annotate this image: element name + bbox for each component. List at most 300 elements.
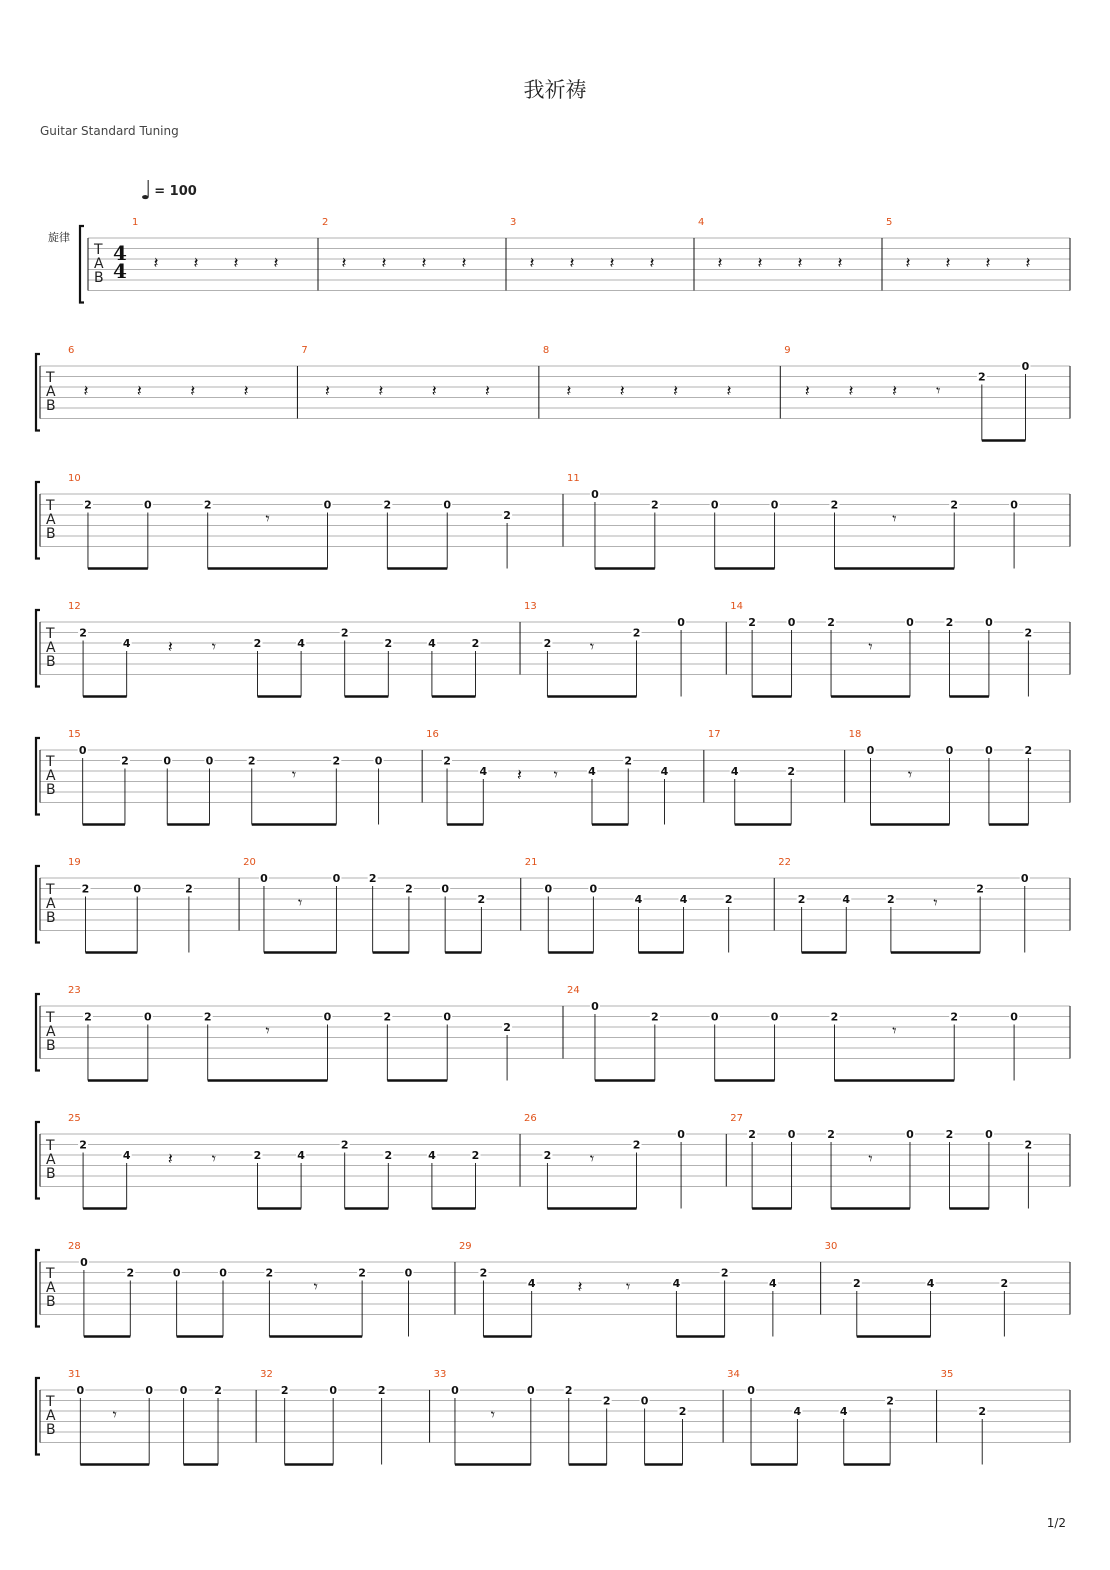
quarter-rest: 𝄽 <box>797 253 803 272</box>
fret-number: 0 <box>866 744 875 757</box>
fret-number: 4 <box>479 765 488 778</box>
tab-clef-letter: A <box>46 512 56 528</box>
fret-number: 2 <box>564 1384 573 1397</box>
fret-number: 2 <box>543 637 552 650</box>
fret-number: 2 <box>945 1128 954 1141</box>
eighth-rest: 𝄾 <box>892 1021 897 1040</box>
fret-number: 2 <box>602 1394 611 1408</box>
quarter-rest: 𝄽 <box>341 253 347 272</box>
system-bracket <box>36 866 40 943</box>
eighth-rest: 𝄾 <box>892 509 897 528</box>
fret-number: 4 <box>926 1277 935 1290</box>
fret-number: 4 <box>527 1277 536 1290</box>
fret-number: 2 <box>886 1394 894 1408</box>
fret-number: 2 <box>377 1384 386 1397</box>
fret-number: 2 <box>827 616 835 629</box>
system-bracket <box>36 1122 40 1199</box>
fret-number: 2 <box>632 626 641 640</box>
quarter-rest: 𝄽 <box>485 381 490 400</box>
eighth-rest: 𝄾 <box>265 509 270 528</box>
fret-number: 4 <box>730 765 739 778</box>
fret-number: 4 <box>588 765 596 778</box>
eighth-rest: 𝄾 <box>626 1277 631 1296</box>
fret-number: 2 <box>830 498 839 512</box>
tab-clef-letter: B <box>46 1166 56 1182</box>
fret-number: 2 <box>945 616 954 629</box>
tab-clef-letter: B <box>46 1422 56 1438</box>
eighth-rest: 𝄾 <box>490 1405 496 1424</box>
measure <box>941 1369 1070 1465</box>
fret-number: 0 <box>906 1128 914 1141</box>
tab-clef-letter: T <box>46 626 55 642</box>
eighth-rest: 𝄾 <box>936 381 941 400</box>
measure-number: 10 <box>68 473 81 484</box>
measure <box>524 601 726 697</box>
measure <box>567 985 1070 1081</box>
measure <box>784 345 1070 441</box>
measure-number: 22 <box>778 857 791 868</box>
tab-clef-letter: A <box>46 640 56 656</box>
tab-clef-letter: B <box>46 398 56 414</box>
measure <box>68 857 239 953</box>
quarter-rest: 𝄽 <box>945 253 951 272</box>
measure-number: 6 <box>68 345 75 356</box>
fret-number: 2 <box>1000 1277 1009 1290</box>
fret-number: 0 <box>770 1010 779 1024</box>
fret-number: 2 <box>503 1021 511 1034</box>
measure <box>68 601 520 697</box>
tab-clef-letter: A <box>46 1408 56 1424</box>
quarter-rest: 𝄽 <box>837 253 843 272</box>
measure <box>727 1369 936 1465</box>
fret-number: 4 <box>297 637 305 650</box>
quarter-rest: 𝄽 <box>83 381 89 400</box>
fret-number: 4 <box>672 1277 681 1290</box>
fret-number: 0 <box>144 498 152 512</box>
system-bracket <box>36 482 40 559</box>
fret-number: 0 <box>677 616 685 629</box>
system-bracket <box>36 610 40 687</box>
track-name: 旋律 <box>48 231 70 244</box>
measure-number: 20 <box>243 857 256 868</box>
fret-number: 2 <box>203 498 212 512</box>
quarter-rest: 𝄽 <box>985 253 991 272</box>
measure <box>730 601 1070 697</box>
quarter-rest: 𝄽 <box>243 381 249 400</box>
measure-number: 23 <box>68 985 81 996</box>
tab-clef-letter: B <box>46 526 56 542</box>
fret-number: 4 <box>842 893 851 906</box>
quarter-rest: 𝄽 <box>804 381 810 400</box>
tab-clef-letter: T <box>46 1266 55 1282</box>
fret-number: 0 <box>1010 1010 1018 1024</box>
measure-number: 32 <box>260 1369 273 1380</box>
fret-number: 2 <box>651 498 659 512</box>
quarter-rest: 𝄽 <box>421 253 427 272</box>
score-title: 我祈祷 <box>523 78 587 102</box>
fret-number: 0 <box>205 754 214 768</box>
system-bracket <box>36 354 40 431</box>
fret-number: 2 <box>1024 1138 1033 1152</box>
tab-clef-letter: A <box>94 256 104 272</box>
fret-number: 0 <box>323 498 332 512</box>
measure-number: 9 <box>784 345 791 356</box>
fret-number: 0 <box>544 882 553 896</box>
fret-number: 2 <box>383 1010 392 1024</box>
measure-number: 34 <box>727 1369 740 1380</box>
measure-number: 2 <box>322 217 329 228</box>
tab-clef-letter: A <box>46 1152 56 1168</box>
fret-number: 4 <box>839 1405 848 1418</box>
tab-system <box>36 345 1070 441</box>
fret-number: 2 <box>632 1138 641 1152</box>
eighth-rest: 𝄾 <box>868 637 873 656</box>
fret-number: 2 <box>978 370 986 384</box>
fret-number: 0 <box>985 1128 993 1141</box>
fret-number: 2 <box>852 1277 861 1290</box>
fret-number: 4 <box>122 637 131 650</box>
measure-number: 7 <box>301 345 308 356</box>
fret-number: 2 <box>978 1405 987 1418</box>
tab-system <box>36 729 1070 825</box>
fret-number: 2 <box>79 1138 87 1152</box>
measure-number: 8 <box>542 345 550 356</box>
fret-number: 2 <box>383 498 392 512</box>
time-signature-digit: 4 <box>113 259 127 283</box>
measure <box>68 1369 256 1465</box>
quarter-rest: 𝄽 <box>892 381 898 400</box>
fret-number: 0 <box>443 498 452 512</box>
quarter-rest: 𝄽 <box>190 381 196 400</box>
measure-number: 16 <box>426 729 439 740</box>
quarter-rest: 𝄽 <box>529 253 535 272</box>
fret-number: 2 <box>253 1149 262 1162</box>
fret-number: 2 <box>827 1128 835 1141</box>
fret-number: 2 <box>748 616 756 629</box>
measure <box>68 1241 455 1337</box>
measure <box>68 985 563 1081</box>
fret-number: 2 <box>479 1266 488 1280</box>
tab-clef-letter: A <box>46 1280 56 1296</box>
system-bracket <box>36 1378 40 1455</box>
measure <box>886 217 1070 291</box>
fret-number: 0 <box>133 882 142 896</box>
fret-number: 2 <box>678 1405 687 1418</box>
fret-number: 0 <box>76 1384 85 1397</box>
fret-number: 2 <box>950 498 959 512</box>
measure-number: 25 <box>68 1113 81 1124</box>
tab-clef-letter: T <box>46 498 55 514</box>
quarter-rest: 𝄽 <box>649 253 655 272</box>
measure <box>322 217 506 291</box>
tab-system <box>36 1241 1070 1337</box>
measure <box>426 729 704 825</box>
fret-number: 2 <box>121 754 129 768</box>
measure <box>543 345 780 419</box>
fret-number: 0 <box>323 1010 332 1024</box>
fret-number: 0 <box>179 1384 188 1397</box>
quarter-rest: 𝄽 <box>431 381 437 400</box>
eighth-rest: 𝄾 <box>211 1149 217 1168</box>
tuning-label: Guitar Standard Tuning <box>40 124 179 138</box>
tab-clef-letter: T <box>46 1394 55 1410</box>
quarter-rest: 𝄽 <box>193 253 199 272</box>
fret-number: 2 <box>384 1149 393 1162</box>
eighth-rest: 𝄾 <box>553 765 558 784</box>
fret-number: 0 <box>329 1384 337 1397</box>
fret-number: 0 <box>710 1010 719 1024</box>
measure-number: 1 <box>132 217 139 228</box>
measure-number: 14 <box>730 601 744 612</box>
fret-number: 0 <box>78 744 87 757</box>
tab-clef-letter: T <box>46 1138 55 1154</box>
eighth-rest: 𝄾 <box>112 1405 117 1424</box>
quarter-rest: 𝄽 <box>726 381 732 400</box>
fret-number: 2 <box>443 754 451 768</box>
fret-number: 2 <box>84 1010 92 1024</box>
measure <box>260 1369 429 1465</box>
fret-number: 2 <box>471 1149 480 1162</box>
quarter-rest: 𝄽 <box>577 1277 583 1296</box>
fret-number: 0 <box>145 1384 154 1397</box>
measure <box>698 217 882 291</box>
fret-number: 0 <box>1010 498 1018 512</box>
eighth-rest: 𝄾 <box>907 765 913 784</box>
fret-number: 0 <box>710 498 719 512</box>
fret-number: 2 <box>79 626 87 640</box>
fret-number: 2 <box>1024 744 1033 757</box>
quarter-rest: 𝄽 <box>324 381 330 400</box>
fret-number: 2 <box>950 1010 959 1024</box>
system-bracket <box>36 994 40 1071</box>
measure <box>730 1113 1070 1209</box>
fret-number: 2 <box>477 893 486 906</box>
tab-system <box>80 217 1070 303</box>
fret-number: 4 <box>769 1277 777 1290</box>
quarter-rest: 𝄽 <box>233 253 239 272</box>
fret-number: 0 <box>404 1266 413 1280</box>
fret-number: 2 <box>651 1010 659 1024</box>
quarter-rest: 𝄽 <box>1025 253 1031 272</box>
measure-number: 13 <box>524 601 537 612</box>
tab-clef-letter: A <box>46 384 56 400</box>
tab-clef-letter: B <box>46 1038 56 1054</box>
eighth-rest: 𝄾 <box>298 893 303 912</box>
fret-number: 2 <box>253 637 262 650</box>
measure-number: 18 <box>848 729 862 740</box>
quarter-rest: 𝄽 <box>717 253 723 272</box>
measure-number: 5 <box>886 217 893 228</box>
fret-number: 0 <box>770 498 779 512</box>
fret-number: 2 <box>503 509 511 522</box>
fret-number: 0 <box>80 1256 88 1269</box>
tab-clef-letter: B <box>46 910 56 926</box>
measure-number: 33 <box>433 1369 447 1380</box>
measure-number: 35 <box>940 1369 954 1380</box>
measure <box>68 1113 520 1209</box>
measure <box>708 729 845 825</box>
tab-clef-letter: B <box>46 782 56 798</box>
fret-number: 0 <box>451 1384 459 1397</box>
fret-number: 2 <box>830 1010 839 1024</box>
fret-number: 2 <box>280 1384 289 1397</box>
tempo-value: = 100 <box>154 184 197 199</box>
fret-number: 4 <box>428 1149 436 1162</box>
measure-number: 26 <box>524 1113 537 1124</box>
page-number: 1/2 <box>1046 1516 1066 1530</box>
fret-number: 2 <box>748 1128 756 1141</box>
fret-number: 0 <box>747 1384 755 1397</box>
measure <box>434 1369 724 1465</box>
tab-clef-letter: B <box>46 654 56 670</box>
quarter-rest: 𝄽 <box>673 381 679 400</box>
measure-number: 17 <box>707 729 721 740</box>
fret-number: 0 <box>443 1010 452 1024</box>
tab-clef-letter: A <box>46 896 56 912</box>
fret-number: 0 <box>677 1128 685 1141</box>
fret-number: 0 <box>591 488 599 501</box>
fret-number: 2 <box>340 1138 349 1152</box>
fret-number: 0 <box>945 744 954 757</box>
tab-system <box>36 473 1070 569</box>
eighth-rest: 𝄾 <box>291 765 297 784</box>
fret-number: 4 <box>660 765 669 778</box>
fret-number: 4 <box>793 1405 802 1418</box>
fret-number: 0 <box>985 744 993 757</box>
tab-clef-letter: B <box>46 1294 56 1310</box>
fret-number: 0 <box>332 872 341 885</box>
quarter-rest: 𝄽 <box>566 381 572 400</box>
fret-number: 0 <box>1021 360 1030 373</box>
system-bracket <box>36 738 40 815</box>
measure <box>778 857 1070 953</box>
fret-number: 2 <box>384 637 393 650</box>
eighth-rest: 𝄾 <box>265 1021 270 1040</box>
system-bracket <box>80 226 84 303</box>
measure-number: 4 <box>698 217 705 228</box>
eighth-rest: 𝄾 <box>211 637 217 656</box>
measure-number: 28 <box>68 1241 81 1252</box>
measure <box>132 217 318 291</box>
quarter-rest: 𝄽 <box>619 381 625 400</box>
eighth-rest: 𝄾 <box>589 1149 595 1168</box>
fret-number: 2 <box>887 893 895 906</box>
quarter-rest: 𝄽 <box>517 765 522 784</box>
measure <box>825 1241 1070 1337</box>
tab-clef-letter: A <box>46 1024 56 1040</box>
tab-clef-letter: T <box>46 1010 55 1026</box>
measure <box>68 729 422 825</box>
fret-number: 4 <box>428 637 436 650</box>
eighth-rest: 𝄾 <box>933 893 938 912</box>
fret-number: 0 <box>591 1000 599 1013</box>
fret-number: 2 <box>185 882 193 896</box>
fret-number: 2 <box>203 1010 212 1024</box>
measure-number: 12 <box>68 601 81 612</box>
time-signature-digit: 4 <box>113 241 127 265</box>
measure-number: 30 <box>824 1241 838 1252</box>
fret-number: 4 <box>634 893 643 906</box>
fret-number: 0 <box>526 1384 535 1397</box>
fret-number: 2 <box>84 498 92 512</box>
measure-number: 3 <box>510 217 517 228</box>
tab-clef-letter: T <box>46 754 55 770</box>
measure <box>510 217 694 291</box>
tab-system <box>36 1369 1070 1465</box>
tab-system <box>36 601 1070 697</box>
fret-number: 4 <box>122 1149 131 1162</box>
fret-number: 2 <box>332 754 341 768</box>
eighth-rest: 𝄾 <box>589 637 595 656</box>
measure-number: 29 <box>458 1241 472 1252</box>
measure-number: 27 <box>730 1113 744 1124</box>
fret-number: 2 <box>340 626 349 640</box>
quarter-rest: 𝄽 <box>167 637 173 656</box>
eighth-rest: 𝄾 <box>313 1277 318 1296</box>
measure <box>524 1113 726 1209</box>
measure <box>301 345 538 419</box>
fret-number: 2 <box>358 1266 366 1280</box>
fret-number: 2 <box>126 1266 135 1280</box>
quarter-rest: 𝄽 <box>905 253 911 272</box>
fret-number: 2 <box>214 1384 222 1397</box>
fret-number: 2 <box>368 872 377 885</box>
fret-number: 0 <box>787 1128 796 1141</box>
fret-number: 2 <box>405 882 413 896</box>
fret-number: 0 <box>787 616 796 629</box>
measure-number: 24 <box>567 985 580 996</box>
measure <box>243 857 521 953</box>
quarter-note-icon: ♩ <box>140 176 153 206</box>
quarter-rest: 𝄽 <box>167 1149 173 1168</box>
fret-number: 2 <box>976 882 984 896</box>
quarter-rest: 𝄽 <box>273 253 279 272</box>
fret-number: 0 <box>144 1010 152 1024</box>
fret-number: 2 <box>81 882 90 896</box>
tab-clef-letter: A <box>46 768 56 784</box>
fret-number: 0 <box>374 754 383 768</box>
fret-number: 2 <box>247 754 256 768</box>
tab-clef-letter: T <box>46 370 55 386</box>
quarter-rest: 𝄽 <box>136 381 142 400</box>
measure <box>567 473 1070 569</box>
tab-system <box>36 1113 1070 1209</box>
fret-number: 0 <box>589 882 598 896</box>
fret-number: 0 <box>163 754 172 768</box>
eighth-rest: 𝄾 <box>868 1149 873 1168</box>
tab-clef-letter: T <box>46 882 55 898</box>
quarter-rest: 𝄽 <box>381 253 387 272</box>
fret-number: 2 <box>265 1266 274 1280</box>
fret-number: 2 <box>471 637 480 650</box>
fret-number: 0 <box>260 872 268 885</box>
system-bracket <box>36 1250 40 1327</box>
fret-number: 2 <box>787 765 796 778</box>
fret-number: 2 <box>720 1266 729 1280</box>
measure-number: 11 <box>567 473 580 484</box>
quarter-rest: 𝄽 <box>848 381 854 400</box>
measure-number: 21 <box>524 857 538 868</box>
tab-system <box>36 985 1070 1081</box>
fret-number: 2 <box>724 893 733 906</box>
measure-number: 31 <box>68 1369 81 1380</box>
fret-number: 2 <box>624 754 633 768</box>
fret-number: 0 <box>985 616 993 629</box>
fret-number: 0 <box>441 882 449 896</box>
measure-number: 15 <box>68 729 81 740</box>
quarter-rest: 𝄽 <box>569 253 575 272</box>
fret-number: 4 <box>297 1149 305 1162</box>
